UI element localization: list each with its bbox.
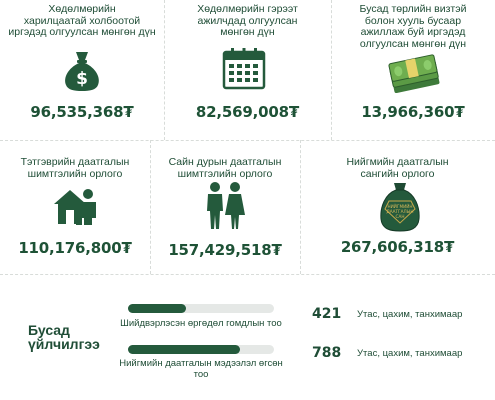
svg-text:$: $ — [76, 69, 88, 89]
service-count: 421 — [312, 306, 342, 322]
svg-text:НИЙГМИЙН: НИЙГМИЙН — [387, 204, 413, 209]
stat-label: Нийгмийн даатгалын сангийн орлого — [346, 156, 449, 180]
calendar-icon — [222, 46, 266, 90]
svg-text:САН: САН — [395, 214, 405, 219]
services-title: Бусад үйлчилгээ — [28, 322, 100, 352]
stat-value-social-fund: 267,606,318₮ — [340, 238, 455, 256]
stat-voluntary-insurance — [150, 157, 300, 180]
stat-value-labor-relations: 96,535,368₮ — [30, 103, 134, 121]
progress-fill — [128, 345, 240, 354]
svg-text:ДААТГАЛЫН: ДААТГАЛЫН — [386, 209, 414, 214]
progress-bar-info — [128, 345, 274, 354]
stat-labor-relations — [0, 4, 164, 39]
stat-label: Бусад төрлийн визтэй болон хууль бусаар ажиллаж буй иргэдэд олгуулсан мөнгөн дүн — [359, 3, 467, 50]
stat-label: Хөдөлмөрийн гэрээт ажилчдад олгуулсан мөнгөн дүн — [197, 3, 298, 38]
stat-label: Хөдөлмөрийн харилцаатай холбоотой иргэдэд олгуулсан мөнгөн дүн — [8, 3, 156, 38]
stat-other-visa — [331, 4, 495, 50]
stat-value-contract-workers: 82,569,008₮ — [195, 103, 300, 121]
divider — [0, 140, 495, 141]
stat-value-pension-insurance: 110,176,800₮ — [18, 239, 132, 257]
cash-stack-icon — [385, 53, 443, 93]
stat-label: Сайн дурын даатгалын шимтгэлийн орлого — [168, 156, 282, 180]
service-count: 788 — [312, 345, 342, 361]
family-house-icon — [52, 184, 100, 226]
stat-social-fund — [300, 157, 495, 180]
service-description: Утас, цахим, танхимаар — [357, 309, 463, 320]
progress-bar-complaints — [128, 304, 274, 313]
bar-caption: Шийдвэрлэсэн өргөдөл гомдлын тоо — [120, 318, 282, 329]
fund-bag-icon — [377, 181, 423, 233]
money-bag-icon — [60, 48, 104, 92]
divider — [0, 274, 495, 275]
stat-label: Тэтгэврийн даатгалын шимтгэлийн орлого — [20, 156, 130, 180]
stat-contract-workers — [164, 4, 331, 39]
progress-fill — [128, 304, 186, 313]
couple-icon — [201, 181, 249, 231]
bar-caption: Нийгмийн даатгалын мэдээлэл өгсөн тоо — [119, 358, 283, 380]
stat-pension-insurance — [0, 157, 150, 180]
stat-value-voluntary-insurance: 157,429,518₮ — [168, 241, 282, 259]
stat-value-other-visa: 13,966,360₮ — [361, 103, 465, 121]
service-description: Утас, цахим, танхимаар — [357, 348, 463, 359]
